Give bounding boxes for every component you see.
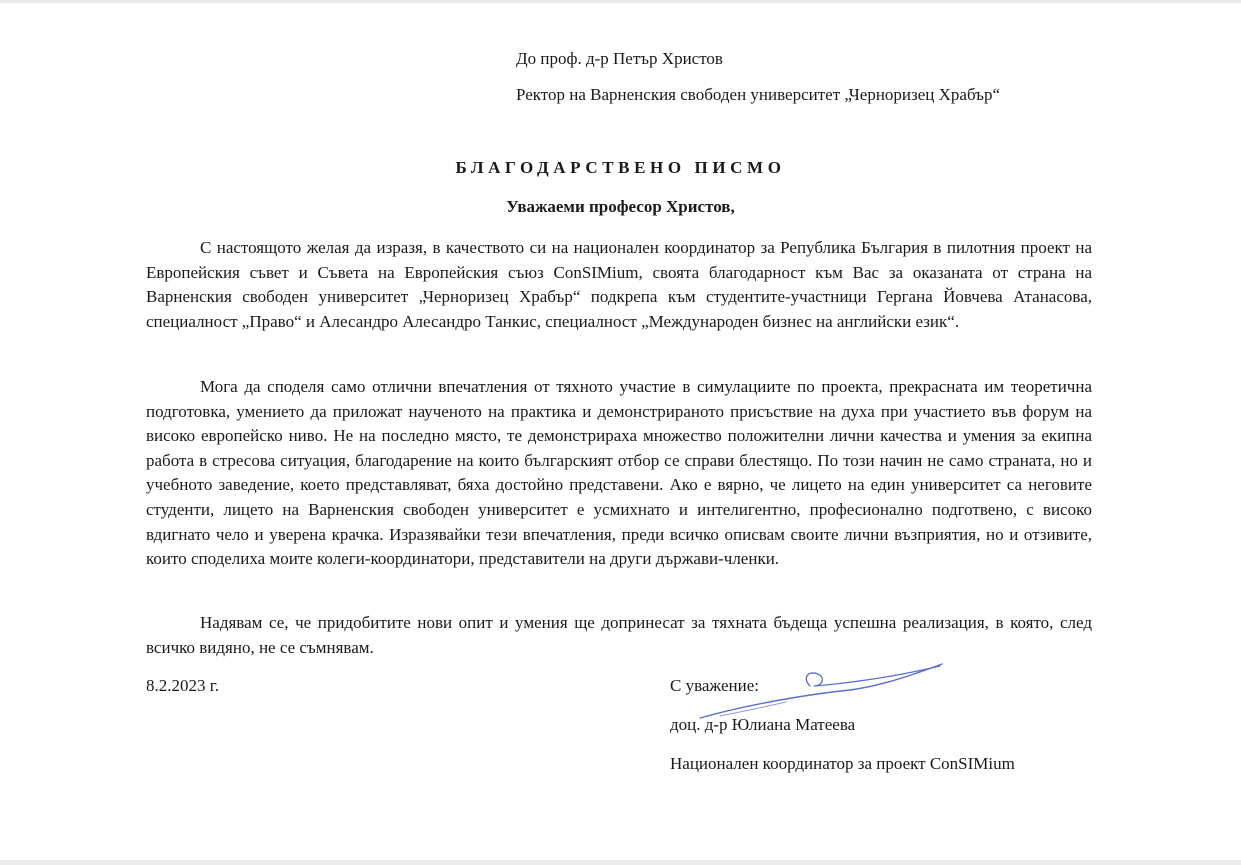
- paragraph-3: Надявам се, че придобитите нови опит и умения ще допринесат за тяхната бъдеща успешна реализация, в която, след всичко видяно, не се съмнявам.: [146, 613, 1092, 657]
- closing-phrase: С уважение:: [670, 676, 759, 695]
- paragraph-2: Мога да споделя само отлични впечатления от тяхното участие в симулациите по проекта, прекрасната им теоретична подготовка, умението да приложат наученото на практика и демонстрираното присъствие на духа при участието във форум на високо европейско ниво. Не на последно място, те демонстрираха множество положителни лични качества и умения за екипна работа в стресова ситуация, благодарение на които българският отбор се справи блестящо. По този начин не само страната, но и учебното заведение, което представляват, бяха достойно представени. Ако е вярно, че лицето на един университет са неговите студенти, лицето на Варненския свободен университет е усмихнато и интелигентно, професионално подготвено, с високо вдигнато чело и уверена крачка. Изразявайки тези впечатления, преди всичко описвам своите лични възприятия, но и отзивите, които споделиха моите колеги-координатори, представители на други държави-членки.: [146, 377, 1092, 569]
- scan-bottom-edge: [0, 860, 1241, 865]
- addressee-name: До проф. д-р Петър Христов: [516, 49, 723, 68]
- paragraph-1: С настоящото желая да изразя, в качеството си на национален координатор за Република България в пилотния проект на Европейския съвет и Съвета на Европейския съюз ConSIMium, своята благодарност към Вас за оказаната от страна на Варненския свободен университет „Черноризец Храбър“ подкрепа към студентите-участници Гергана Йовчева Атанасова, специалност „Право“ и Алесандро Алесандро Танкис, специалност „Международен бизнес на английски език“.: [146, 238, 1092, 331]
- salutation: Уважаеми професор Христов,: [506, 197, 735, 216]
- signatory-position: Национален координатор за проект ConSIMium: [670, 754, 1015, 773]
- addressee-title: Ректор на Варненския свободен университет „Черноризец Храбър“: [516, 85, 1001, 104]
- letter-title: БЛАГОДАРСТВЕНО ПИСМО: [455, 158, 786, 177]
- letter-date: 8.2.2023 г.: [146, 676, 220, 695]
- signatory-name: доц. д-р Юлиана Матеева: [670, 715, 856, 734]
- scan-top-edge: [0, 0, 1241, 3]
